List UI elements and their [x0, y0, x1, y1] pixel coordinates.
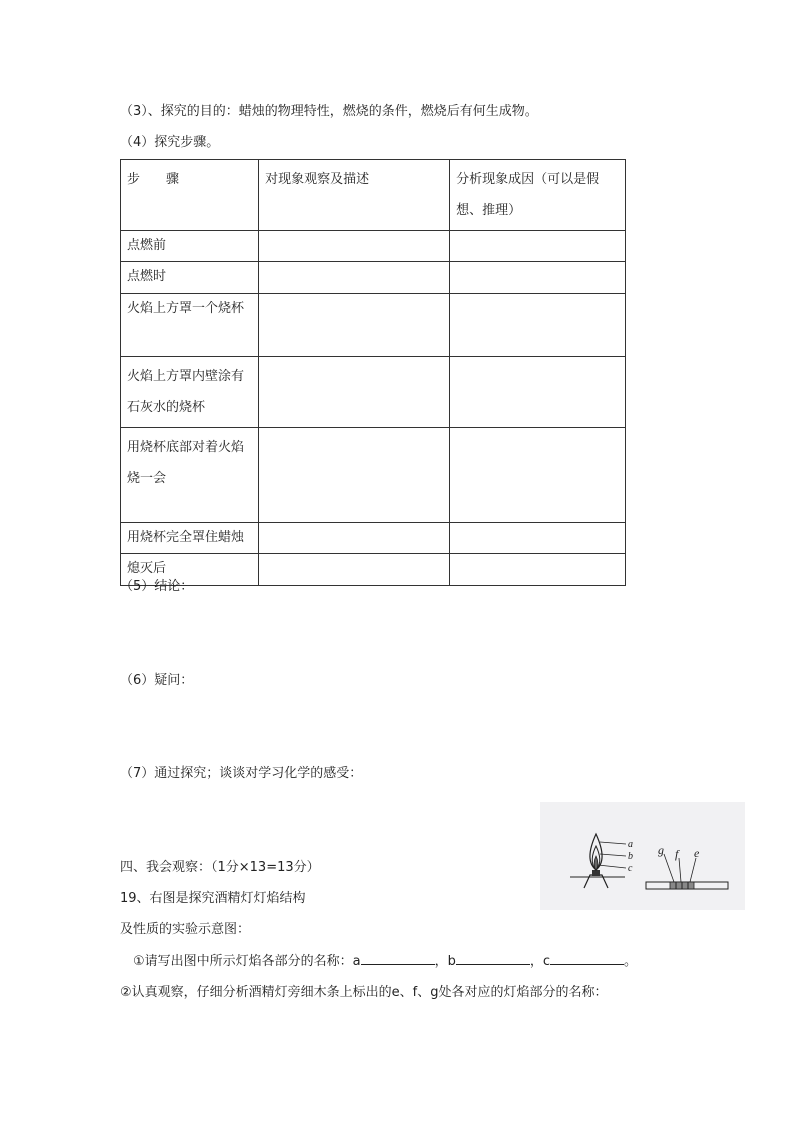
header-observation: 对现象观察及描述: [259, 160, 450, 231]
steps-title: （4）探究步骤。: [120, 135, 220, 150]
wick: [592, 870, 600, 876]
row-step-label: 点燃前: [121, 231, 259, 262]
analysis-cell[interactable]: [450, 357, 626, 428]
flame-diagram: [540, 802, 745, 910]
header-analysis: 分析现象成因（可以是假想、推理）: [450, 160, 626, 231]
row-step-label: 用烧杯底部对着火焰烧一会: [121, 428, 259, 523]
leader-b: [600, 854, 626, 856]
label-c: c: [628, 863, 633, 874]
table-row: [121, 523, 626, 554]
row-step-label: 点燃时: [121, 262, 259, 294]
label-e: e: [694, 846, 700, 860]
leader-f: [679, 858, 681, 882]
analysis-cell[interactable]: [450, 554, 626, 586]
label-f: f: [675, 847, 679, 861]
analysis-cell[interactable]: [450, 262, 626, 294]
answer-blank-a[interactable]: [361, 952, 435, 965]
section-4-heading: 四、我会观察：（1分×13=13分）: [120, 860, 320, 875]
row-step-label: 火焰上方罩内壁涂有石灰水的烧杯: [121, 357, 259, 428]
observation-cell[interactable]: [259, 554, 450, 586]
table-row: [121, 231, 626, 262]
q19-line2: 及性质的实验示意图：: [120, 922, 251, 937]
observation-cell[interactable]: [259, 523, 450, 554]
table-row: [121, 428, 626, 523]
table-header-row: [121, 160, 626, 231]
answer-blank-c[interactable]: [550, 952, 624, 965]
table-row: [121, 294, 626, 357]
conclusion-label: （5）结论：: [120, 579, 194, 594]
inner-flame: [594, 856, 598, 870]
leader-e: [690, 858, 696, 882]
q19-sub1-end: 。: [624, 954, 638, 969]
header-step: 步 骤: [121, 160, 259, 231]
analysis-cell[interactable]: [450, 523, 626, 554]
q19-sub1-mid2: ，c: [529, 954, 551, 969]
row-step-label: 火焰上方罩一个烧杯: [121, 294, 259, 357]
row-step-label: 熄灭后: [121, 554, 259, 586]
observation-cell[interactable]: [259, 357, 450, 428]
leader-a: [600, 842, 626, 844]
table-row: [121, 554, 626, 586]
alcohol-lamp-figure: [540, 802, 745, 910]
q19-line1: 19、右图是探究酒精灯灯焰结构: [120, 891, 306, 906]
observation-cell[interactable]: [259, 231, 450, 262]
label-g: g: [658, 843, 664, 857]
answer-blank-b[interactable]: [456, 952, 530, 965]
feeling-label: （7）通过探究；谈谈对学习化学的感受：: [120, 766, 363, 781]
table-row: [121, 262, 626, 294]
analysis-cell[interactable]: [450, 428, 626, 523]
analysis-cell[interactable]: [450, 231, 626, 262]
steps-table: [120, 159, 626, 586]
observation-cell[interactable]: [259, 262, 450, 294]
purpose-text: （3）、探究的目的：蜡烛的物理特性，燃烧的条件，燃烧后有何生成物。: [120, 104, 538, 119]
observation-cell[interactable]: [259, 294, 450, 357]
question-label: （6）疑问：: [120, 673, 194, 688]
observation-cell[interactable]: [259, 428, 450, 523]
leader-g: [664, 854, 674, 882]
label-a: a: [628, 839, 633, 850]
label-b: b: [628, 851, 633, 862]
q19-sub2: ②认真观察，仔细分析酒精灯旁细木条上标出的e、f、g处各对应的灯焰部分的名称：: [120, 985, 608, 1000]
leader-c: [598, 865, 626, 868]
analysis-cell[interactable]: [450, 294, 626, 357]
q19-sub1: [133, 952, 637, 971]
q19-sub1-mid1: ，b: [434, 954, 456, 969]
q19-sub1-prefix: ①请写出图中所示灯焰各部分的名称：a: [133, 954, 361, 969]
table-row: [121, 357, 626, 428]
row-step-label: 用烧杯完全罩住蜡烛: [121, 523, 259, 554]
